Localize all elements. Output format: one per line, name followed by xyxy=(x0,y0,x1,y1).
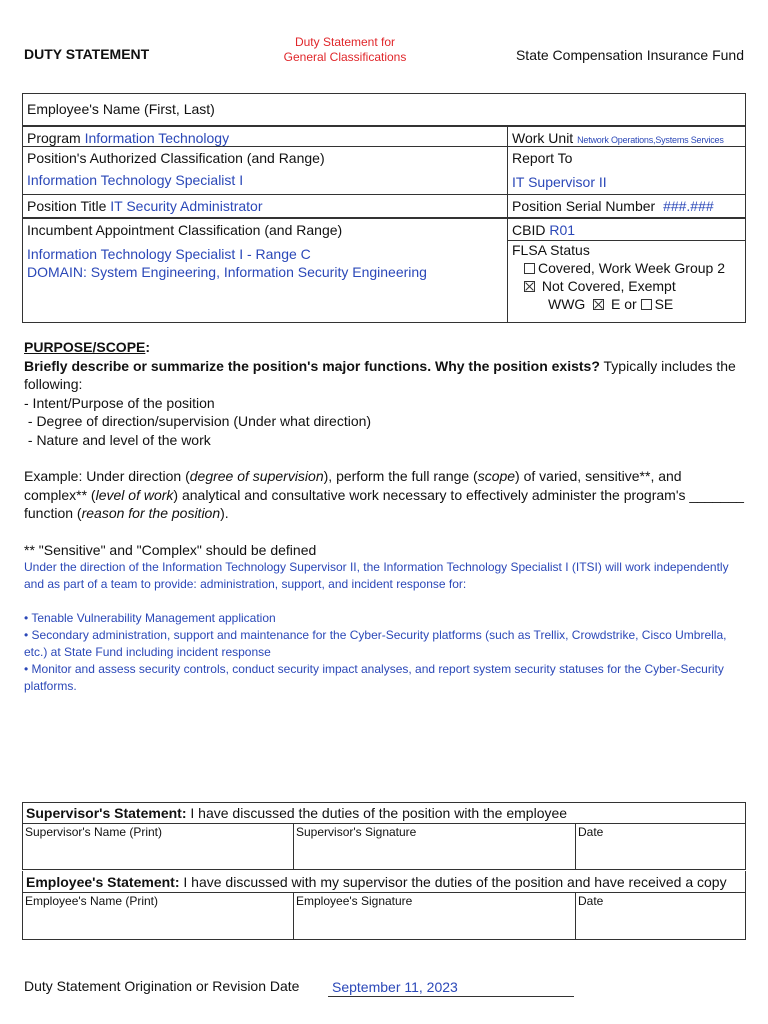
not-covered-label: Not Covered, Exempt xyxy=(541,278,676,294)
cbid-value: R01 xyxy=(549,222,576,238)
purpose-item-1: - Intent/Purpose of the position xyxy=(24,394,215,411)
employee-statement-table xyxy=(22,871,746,940)
purpose-instructions xyxy=(24,357,744,394)
duty-bullet-2: • Secondary administration, support and maintenance for the Cyber-Security platforms (such as Trellix, Crowdstrike, Cisco Umbrella, etc.) at State Fund including incident response xyxy=(24,628,727,659)
incumbent-classification-label: Incumbent Appointment Classification (and Range) xyxy=(27,222,343,238)
position-title-value: IT Security Administrator xyxy=(110,198,263,214)
program-value: Information Technology xyxy=(84,130,230,146)
employee-name-row xyxy=(23,94,745,125)
purpose-lead-rest: Typically includes the following: xyxy=(24,357,736,392)
incumbent-classification-value: Information Technology Specialist I - Range C xyxy=(27,246,311,262)
employee-name-label: Employee's Name (Print) xyxy=(25,894,158,908)
wwg-e-checkbox[interactable] xyxy=(593,299,604,310)
employee-statement xyxy=(23,871,745,893)
purpose-item-2: - Degree of direction/supervision (Under what direction) xyxy=(24,413,372,429)
wwg-se-checkbox[interactable] xyxy=(641,299,652,310)
purpose-heading-colon: : xyxy=(145,339,151,355)
revision-date-label: Duty Statement Origination or Revision Date xyxy=(24,978,300,994)
wwg-se-label: SE xyxy=(654,296,674,312)
supervisor-signature-field[interactable] xyxy=(294,824,576,869)
report-to-field[interactable] xyxy=(508,147,745,194)
work-unit-value: Network Operations,Systems Services xyxy=(577,135,724,145)
example-text-3: ) of varied, sensitive**, and complex** ( xyxy=(24,468,682,503)
position-title-label: Position Title xyxy=(27,198,107,214)
supervisor-date-label: Date xyxy=(578,825,604,839)
program-label: Program xyxy=(27,130,81,146)
supervisor-date-field[interactable] xyxy=(576,824,745,869)
incumbent-row xyxy=(23,217,745,322)
supervisor-statement-text: I have discussed the duties of the position with the employee xyxy=(186,805,568,821)
example-italic-3: level of work xyxy=(95,486,174,503)
work-unit-field[interactable] xyxy=(508,127,745,146)
example-text-1: Example: Under direction ( xyxy=(24,468,190,484)
purpose-example xyxy=(24,467,744,523)
authorized-classification-label: Position's Authorized Classification (and Range) xyxy=(27,150,325,166)
sensitive-complex-note: ** "Sensitive" and "Complex" should be defined xyxy=(24,541,317,558)
supervisor-signature-label: Supervisor's Signature xyxy=(296,825,417,839)
employee-signature-label: Employee's Signature xyxy=(296,894,413,908)
work-unit-label: Work Unit xyxy=(512,130,574,146)
position-serial-label: Position Serial Number xyxy=(512,198,656,214)
cbid-label: CBID xyxy=(512,222,546,238)
employee-date-field[interactable] xyxy=(576,893,745,939)
flsa-status-field xyxy=(508,241,745,315)
purpose-item-3: - Nature and level of the work xyxy=(24,431,211,448)
description-paragraph: Under the direction of the Information Technology Supervisor II, the Information Technology Specialist I (ITSI) will work independently and as part of a team to provide: administration, support, and incident response for: xyxy=(24,560,729,591)
incumbent-classification-field[interactable] xyxy=(23,219,508,322)
position-serial-field[interactable] xyxy=(508,195,745,217)
incumbent-domain-value: DOMAIN: System Engineering, Information Security Engineering xyxy=(27,264,427,280)
supervisor-statement-table xyxy=(22,802,746,870)
wwg-e-label: E or xyxy=(611,296,637,312)
purpose-scope-section xyxy=(24,338,744,695)
example-text-5: ). xyxy=(220,505,229,521)
position-info-table xyxy=(22,93,746,323)
employee-date-label: Date xyxy=(578,894,604,908)
employee-signature-field[interactable] xyxy=(294,893,576,939)
position-title-row xyxy=(23,194,745,217)
cbid-flsa-column xyxy=(508,219,745,322)
supervisor-name-field[interactable] xyxy=(23,824,294,869)
subtitle-line-1: Duty Statement for xyxy=(294,35,396,49)
employee-statement-text: I have discussed with my supervisor the duties of the position and have received a copy xyxy=(179,874,727,890)
covered-checkbox[interactable] xyxy=(524,263,535,274)
duty-bullet-1: • Tenable Vulnerability Management application xyxy=(24,611,276,625)
organization-name: State Compensation Insurance Fund xyxy=(515,47,744,63)
supervisor-statement-heading: Supervisor's Statement: xyxy=(26,805,187,821)
subtitle-line-2: General Classifications xyxy=(283,50,407,64)
cbid-field[interactable] xyxy=(508,219,745,241)
employee-name-field[interactable] xyxy=(23,893,294,939)
report-to-value: IT Supervisor II xyxy=(512,174,607,190)
duty-bullet-3: • Monitor and assess security controls, conduct security impact analyses, and report system security statuses for the Cyber-Security platforms. xyxy=(24,662,724,693)
supervisor-signature-row xyxy=(23,824,745,869)
form-subtitle xyxy=(260,35,430,65)
report-to-label: Report To xyxy=(512,150,573,166)
supervisor-statement xyxy=(23,803,745,824)
purpose-bold-lead: Briefly describe or summarize the position's major functions. Why the position exists? xyxy=(24,357,600,374)
example-text-4: ) analytical and consultative work necessary to effectively administer the program's _______ function ( xyxy=(24,486,744,521)
flsa-status-label: FLSA Status xyxy=(512,242,590,258)
supervisor-name-label: Supervisor's Name (Print) xyxy=(25,825,162,839)
wwg-label: WWG xyxy=(548,296,586,312)
position-description xyxy=(24,559,744,695)
employee-name-field[interactable] xyxy=(23,94,745,125)
employee-name-label: Employee's Name (First, Last) xyxy=(27,101,215,117)
flsa-not-covered-option[interactable] xyxy=(512,277,741,295)
covered-label: Covered, Work Week Group 2 xyxy=(538,260,726,276)
document-title: DUTY STATEMENT xyxy=(24,46,150,62)
program-row xyxy=(23,125,745,146)
not-covered-checkbox[interactable] xyxy=(524,281,535,292)
position-title-field[interactable] xyxy=(23,195,508,217)
program-field[interactable] xyxy=(23,127,508,146)
wwg-options xyxy=(512,295,741,313)
employee-statement-heading: Employee's Statement: xyxy=(26,874,180,890)
example-italic-2: scope xyxy=(477,468,516,484)
employee-signature-row xyxy=(23,893,745,939)
authorized-classification-field[interactable] xyxy=(23,147,508,194)
classification-row xyxy=(23,146,745,194)
example-italic-1: degree of supervision xyxy=(189,468,324,484)
revision-date-field[interactable]: September 11, 2023 xyxy=(328,979,574,997)
example-italic-4: reason for the position xyxy=(81,505,221,521)
flsa-covered-option[interactable] xyxy=(512,259,741,277)
example-text-2: ), perform the full range ( xyxy=(323,468,478,484)
authorized-classification-value: Information Technology Specialist I xyxy=(27,172,244,188)
position-serial-value: ###.### xyxy=(663,198,714,214)
purpose-heading: PURPOSE/SCOPE xyxy=(24,339,146,355)
